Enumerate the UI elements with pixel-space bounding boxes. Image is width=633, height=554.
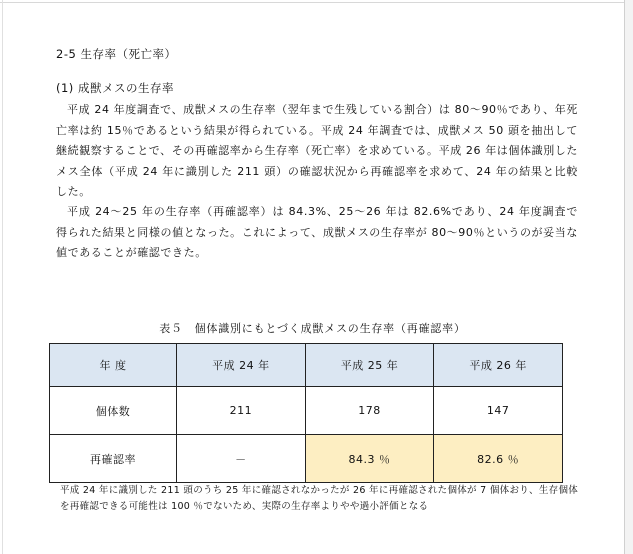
cell-rate-h25: 84.3 ％ bbox=[305, 435, 434, 483]
row-label-count: 個体数 bbox=[50, 387, 177, 435]
window-right-scroll-edge[interactable] bbox=[624, 0, 633, 554]
subsection-title: (1) 成獣メスの生存率 bbox=[56, 81, 174, 95]
header-cell-h26: 平成 26 年 bbox=[434, 344, 563, 387]
header-cell-year: 年 度 bbox=[50, 344, 177, 387]
cell-count-h24: 211 bbox=[177, 387, 306, 435]
paragraph-2: 平成 24～25 年の生存率（再確認率）は 84.3%、25～26 年は 82.6%であり、24 年度調査で得られた結果と同様の値となった。これによって、成獣メスの生存率が 80～90％というのが妥当な値であることが確認できた。 bbox=[56, 205, 578, 259]
cell-count-h25: 178 bbox=[305, 387, 434, 435]
cell-rate-h26: 82.6 ％ bbox=[434, 435, 563, 483]
header-cell-h24: 平成 24 年 bbox=[177, 344, 306, 387]
table-header-row bbox=[50, 344, 563, 387]
survival-rate-table bbox=[49, 343, 563, 483]
row-label-reconfirm-rate: 再確認率 bbox=[50, 435, 177, 483]
header-cell-h25: 平成 25 年 bbox=[305, 344, 434, 387]
table-row bbox=[50, 387, 563, 435]
section-title: 2-5 生存率（死亡率） bbox=[56, 47, 177, 61]
table-caption: 表５ 個体識別にもとづく成獣メスの生存率（再確認率） bbox=[159, 322, 466, 335]
cell-count-h26: 147 bbox=[434, 387, 563, 435]
paragraph-1: 平成 24 年度調査で、成獣メスの生存率（翌年まで生残している割合）は 80～90％であり、年死亡率は約 15％であるという結果が得られている。平成 24 年調査では、成獣メス 50 頭を抽出して継続観察することで、その再確認率から生存率（死亡率）を求めている。平成 26 年は個体識別したメス全体（平成 24 年に識別した 211 頭）の確認状況から再確認率を求めて、24 年の結果と比較した。 bbox=[56, 103, 578, 198]
table-footnote: 平成 24 年に識別した 211 頭のうち 25 年に確認されなかったが 26 年に再確認された個体が 7 個体おり、生存個体を再確認できる可能性は 100 ％でないため、実際の生存率よりやや過小評価となる bbox=[60, 485, 579, 512]
table-row bbox=[50, 435, 563, 483]
cell-rate-h24: － bbox=[177, 435, 306, 483]
